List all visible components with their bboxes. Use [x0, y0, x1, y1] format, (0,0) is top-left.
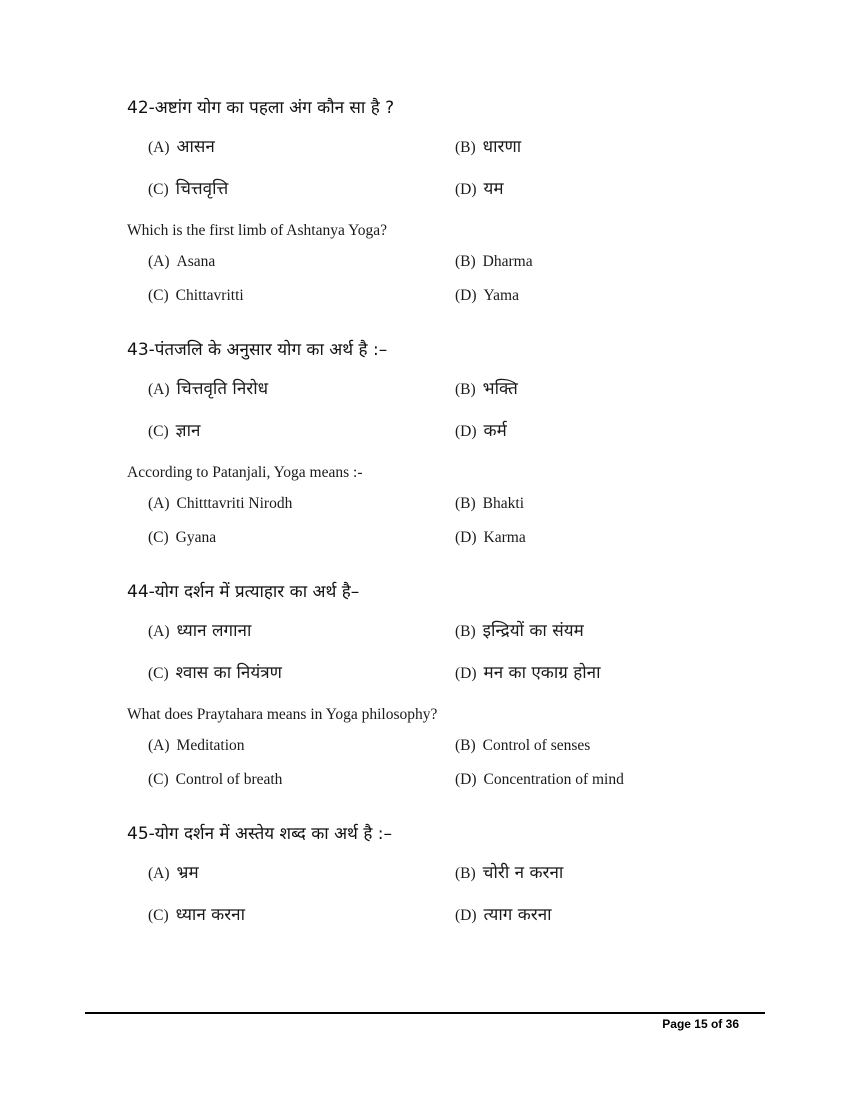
option-c	[148, 663, 455, 684]
option-label: (B)	[455, 253, 476, 270]
option-text: इन्द्रियों का संयम	[482, 621, 584, 641]
option-label: (C)	[148, 423, 169, 440]
option-c	[148, 421, 455, 442]
option-text: ज्ञान	[175, 421, 201, 441]
question-title-hindi: 43-पंतजलि के अनुसार योग का अर्थ है :–	[127, 340, 388, 360]
option-row	[148, 663, 762, 684]
option-text: Chitttavriti Nirodh	[176, 495, 293, 512]
option-text: Chittavritti	[175, 287, 244, 304]
option-b	[455, 379, 762, 400]
option-label: (A)	[148, 737, 170, 754]
exam-page-content	[127, 97, 762, 960]
option-label: (C)	[148, 771, 169, 788]
hindi-options	[127, 137, 762, 200]
question-title-english: What does Praytahara means in Yoga philosophy?	[127, 706, 438, 723]
option-row	[148, 252, 762, 271]
hindi-options	[127, 379, 762, 442]
option-c	[148, 528, 455, 547]
option-a	[148, 736, 455, 755]
option-label: (D)	[455, 423, 477, 440]
option-a	[148, 137, 455, 158]
option-label: (B)	[455, 139, 476, 156]
option-b	[455, 494, 762, 513]
option-row	[148, 528, 762, 547]
option-text: Karma	[483, 529, 526, 546]
option-text: Concentration of mind	[483, 771, 624, 788]
english-options	[127, 252, 762, 305]
hindi-options	[127, 863, 762, 926]
option-text: Meditation	[176, 737, 245, 754]
option-label: (A)	[148, 381, 170, 398]
option-row	[148, 905, 762, 926]
option-d	[455, 905, 762, 926]
option-b	[455, 621, 762, 642]
option-text: Gyana	[175, 529, 217, 546]
option-c	[148, 286, 455, 305]
question-title-english: Which is the first limb of Ashtanya Yoga?	[127, 222, 388, 239]
option-text: आसन	[176, 137, 215, 157]
option-label: (A)	[148, 253, 170, 270]
option-label: (D)	[455, 771, 477, 788]
option-d	[455, 286, 762, 305]
option-text: भ्रम	[176, 863, 199, 883]
option-row	[148, 863, 762, 884]
option-label: (A)	[148, 865, 170, 882]
option-text: Control of senses	[482, 737, 591, 754]
option-b	[455, 863, 762, 884]
option-text: ध्यान लगाना	[176, 621, 252, 641]
question-title-hindi: 44-योग दर्शन में प्रत्याहार का अर्थ है–	[127, 582, 360, 602]
option-row	[148, 494, 762, 513]
option-label: (D)	[455, 665, 477, 682]
option-label: (D)	[455, 529, 477, 546]
option-label: (C)	[148, 665, 169, 682]
option-label: (B)	[455, 865, 476, 882]
question-42	[127, 97, 762, 305]
option-text: चोरी न करना	[482, 863, 564, 883]
option-b	[455, 252, 762, 271]
option-text: Control of breath	[175, 771, 283, 788]
option-row	[148, 179, 762, 200]
english-options	[127, 736, 762, 789]
question-title-hindi: 42-अष्टांग योग का पहला अंग कौन सा है ?	[127, 98, 395, 118]
option-row	[148, 421, 762, 442]
option-text: Bhakti	[482, 495, 525, 512]
option-c	[148, 905, 455, 926]
option-row	[148, 137, 762, 158]
option-row	[148, 379, 762, 400]
option-text: ध्यान करना	[175, 905, 246, 925]
option-a	[148, 494, 455, 513]
question-45	[127, 823, 762, 926]
option-label: (A)	[148, 623, 170, 640]
option-d	[455, 179, 762, 200]
option-row	[148, 770, 762, 789]
option-text: Dharma	[482, 253, 533, 270]
option-text: चित्तवृत्ति	[175, 179, 229, 199]
option-text: धारणा	[482, 137, 522, 157]
option-label: (A)	[148, 495, 170, 512]
option-row	[148, 286, 762, 305]
option-label: (D)	[455, 907, 477, 924]
option-d	[455, 663, 762, 684]
option-c	[148, 770, 455, 789]
option-label: (C)	[148, 287, 169, 304]
option-text: यम	[483, 179, 504, 199]
option-label: (C)	[148, 181, 169, 198]
option-text: मन का एकाग्र होना	[483, 663, 601, 683]
option-text: भक्ति	[482, 379, 518, 399]
option-label: (B)	[455, 737, 476, 754]
option-d	[455, 421, 762, 442]
option-label: (B)	[455, 623, 476, 640]
page-footer	[85, 1012, 765, 1031]
option-label: (D)	[455, 287, 477, 304]
option-b	[455, 736, 762, 755]
question-43	[127, 339, 762, 547]
option-b	[455, 137, 762, 158]
option-a	[148, 379, 455, 400]
option-label: (B)	[455, 381, 476, 398]
option-text: Yama	[483, 287, 519, 304]
option-label: (C)	[148, 907, 169, 924]
page-number: Page 15 of 36	[662, 1017, 739, 1031]
option-label: (D)	[455, 181, 477, 198]
option-text: त्याग करना	[483, 905, 552, 925]
footer-divider	[85, 1012, 765, 1014]
option-c	[148, 179, 455, 200]
question-title-english: According to Patanjali, Yoga means :-	[127, 464, 363, 481]
option-label: (B)	[455, 495, 476, 512]
option-text: श्वास का नियंत्रण	[175, 663, 282, 683]
option-label: (A)	[148, 139, 170, 156]
option-a	[148, 863, 455, 884]
option-text: चित्तवृति निरोध	[176, 379, 269, 399]
question-44	[127, 581, 762, 789]
option-a	[148, 621, 455, 642]
question-title-hindi: 45-योग दर्शन में अस्तेय शब्द का अर्थ है :–	[127, 824, 392, 844]
option-row	[148, 736, 762, 755]
option-a	[148, 252, 455, 271]
option-d	[455, 770, 762, 789]
option-text: कर्म	[483, 421, 507, 441]
hindi-options	[127, 621, 762, 684]
english-options	[127, 494, 762, 547]
option-label: (C)	[148, 529, 169, 546]
option-row	[148, 621, 762, 642]
option-d	[455, 528, 762, 547]
option-text: Asana	[176, 253, 216, 270]
